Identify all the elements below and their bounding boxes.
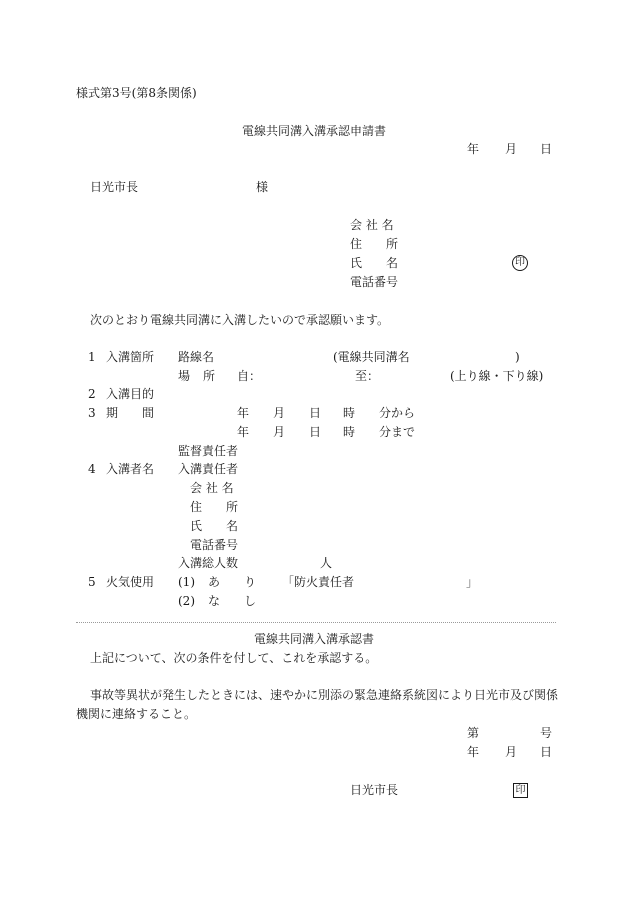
fire-option1-number: (1) [178, 575, 195, 589]
item3-label-a: 期 [106, 406, 119, 420]
applicant-address-label-a: 住 [350, 237, 363, 251]
person-phone-label: 電話番号 [190, 538, 239, 552]
item4-label: 入溝者名 [106, 462, 155, 476]
to-label: 至： [355, 369, 380, 383]
fire-officer-open: 「防火責任者 [282, 575, 355, 589]
person-company-label: 会 社 名 [190, 481, 234, 495]
addressee-name: 日光市長 [90, 180, 139, 194]
place-label-b: 所 [203, 369, 216, 383]
period-until-day: 日 [309, 425, 322, 439]
item2-number: 2 [88, 387, 96, 401]
approval-text: 上記について、次の条件を付して、これを承認する。 [90, 651, 378, 665]
person-address-label-b: 所 [226, 500, 239, 514]
direction-label: (上り線・下り線) [450, 369, 544, 383]
responsible-label: 入溝責任者 [178, 462, 239, 476]
approval-date-month: 月 [505, 745, 518, 759]
period-from-day: 日 [309, 406, 322, 420]
item5-number: 5 [88, 575, 96, 589]
application-date-day: 日 [540, 142, 553, 156]
period-from-month: 月 [273, 406, 286, 420]
approval-signer: 日光市長 [350, 783, 399, 797]
applicant-name-label-b: 名 [386, 256, 399, 270]
application-date-year: 年 [467, 142, 480, 156]
section-separator [76, 622, 556, 623]
person-name-label-a: 氏 [190, 519, 203, 533]
total-persons-label: 入溝総人数 [178, 556, 239, 570]
fire-officer-close: 」 [466, 575, 479, 589]
application-date-month: 月 [505, 142, 518, 156]
period-from-hour: 時 [343, 406, 356, 420]
period-until-hour: 時 [343, 425, 356, 439]
approval-condition-line1: 事故等異状が発生したときには、速やかに別添の緊急連絡系統図により日光市及び関係 [90, 688, 559, 702]
applicant-seal-text: 印 [515, 257, 525, 268]
period-until-suffix: 分まで [379, 425, 416, 439]
fire-option2-text-a: な [208, 594, 221, 608]
applicant-seal-mark [512, 255, 528, 271]
document-title: 電線共同溝入溝承認申請書 [242, 124, 387, 138]
approval-date-day: 日 [540, 745, 553, 759]
period-until-year: 年 [237, 425, 250, 439]
supervisor-label: 監督責任者 [178, 444, 239, 458]
period-from-year: 年 [237, 406, 250, 420]
item4-number: 4 [88, 462, 96, 476]
period-from-suffix: 分から [379, 406, 416, 420]
fire-option1-text-a: あ [208, 575, 221, 589]
approval-number-prefix: 第 [467, 726, 480, 740]
trench-name-open: (電線共同溝名 [333, 350, 410, 364]
approval-seal-text: 印 [515, 784, 526, 796]
request-text: 次のとおり電線共同溝に入溝したいので承認願います。 [90, 313, 390, 327]
item1-number: 1 [88, 350, 96, 364]
place-label-a: 場 [178, 369, 191, 383]
period-until-month: 月 [273, 425, 286, 439]
item5-label: 火気使用 [106, 575, 155, 589]
total-persons-unit: 人 [320, 556, 333, 570]
item3-number: 3 [88, 406, 96, 420]
trench-name-close: ) [515, 350, 520, 364]
person-address-label-a: 住 [190, 500, 203, 514]
item3-label-b: 間 [142, 406, 155, 420]
approval-title: 電線共同溝入溝承認書 [254, 632, 375, 646]
item2-label: 入溝目的 [106, 387, 155, 401]
applicant-address-label-b: 所 [386, 237, 399, 251]
applicant-name-label-a: 氏 [350, 256, 363, 270]
applicant-phone-label: 電話番号 [350, 275, 399, 289]
approval-date-year: 年 [467, 745, 480, 759]
approval-number-suffix: 号 [540, 726, 553, 740]
addressee-honorific: 様 [256, 180, 269, 194]
from-label: 自： [237, 369, 262, 383]
form-number: 様式第3号(第8条関係) [76, 86, 197, 100]
item1-label: 入溝箇所 [106, 350, 155, 364]
person-name-label-b: 名 [226, 519, 239, 533]
fire-option2-number: (2) [178, 594, 195, 608]
approval-condition-line2: 機関に連絡すること。 [76, 707, 197, 721]
route-name-label: 路線名 [178, 350, 215, 364]
fire-option2-text-b: し [244, 594, 257, 608]
fire-option1-text-b: り [244, 575, 257, 589]
approval-seal-mark [513, 783, 528, 798]
applicant-company-label: 会 社 名 [350, 218, 394, 232]
